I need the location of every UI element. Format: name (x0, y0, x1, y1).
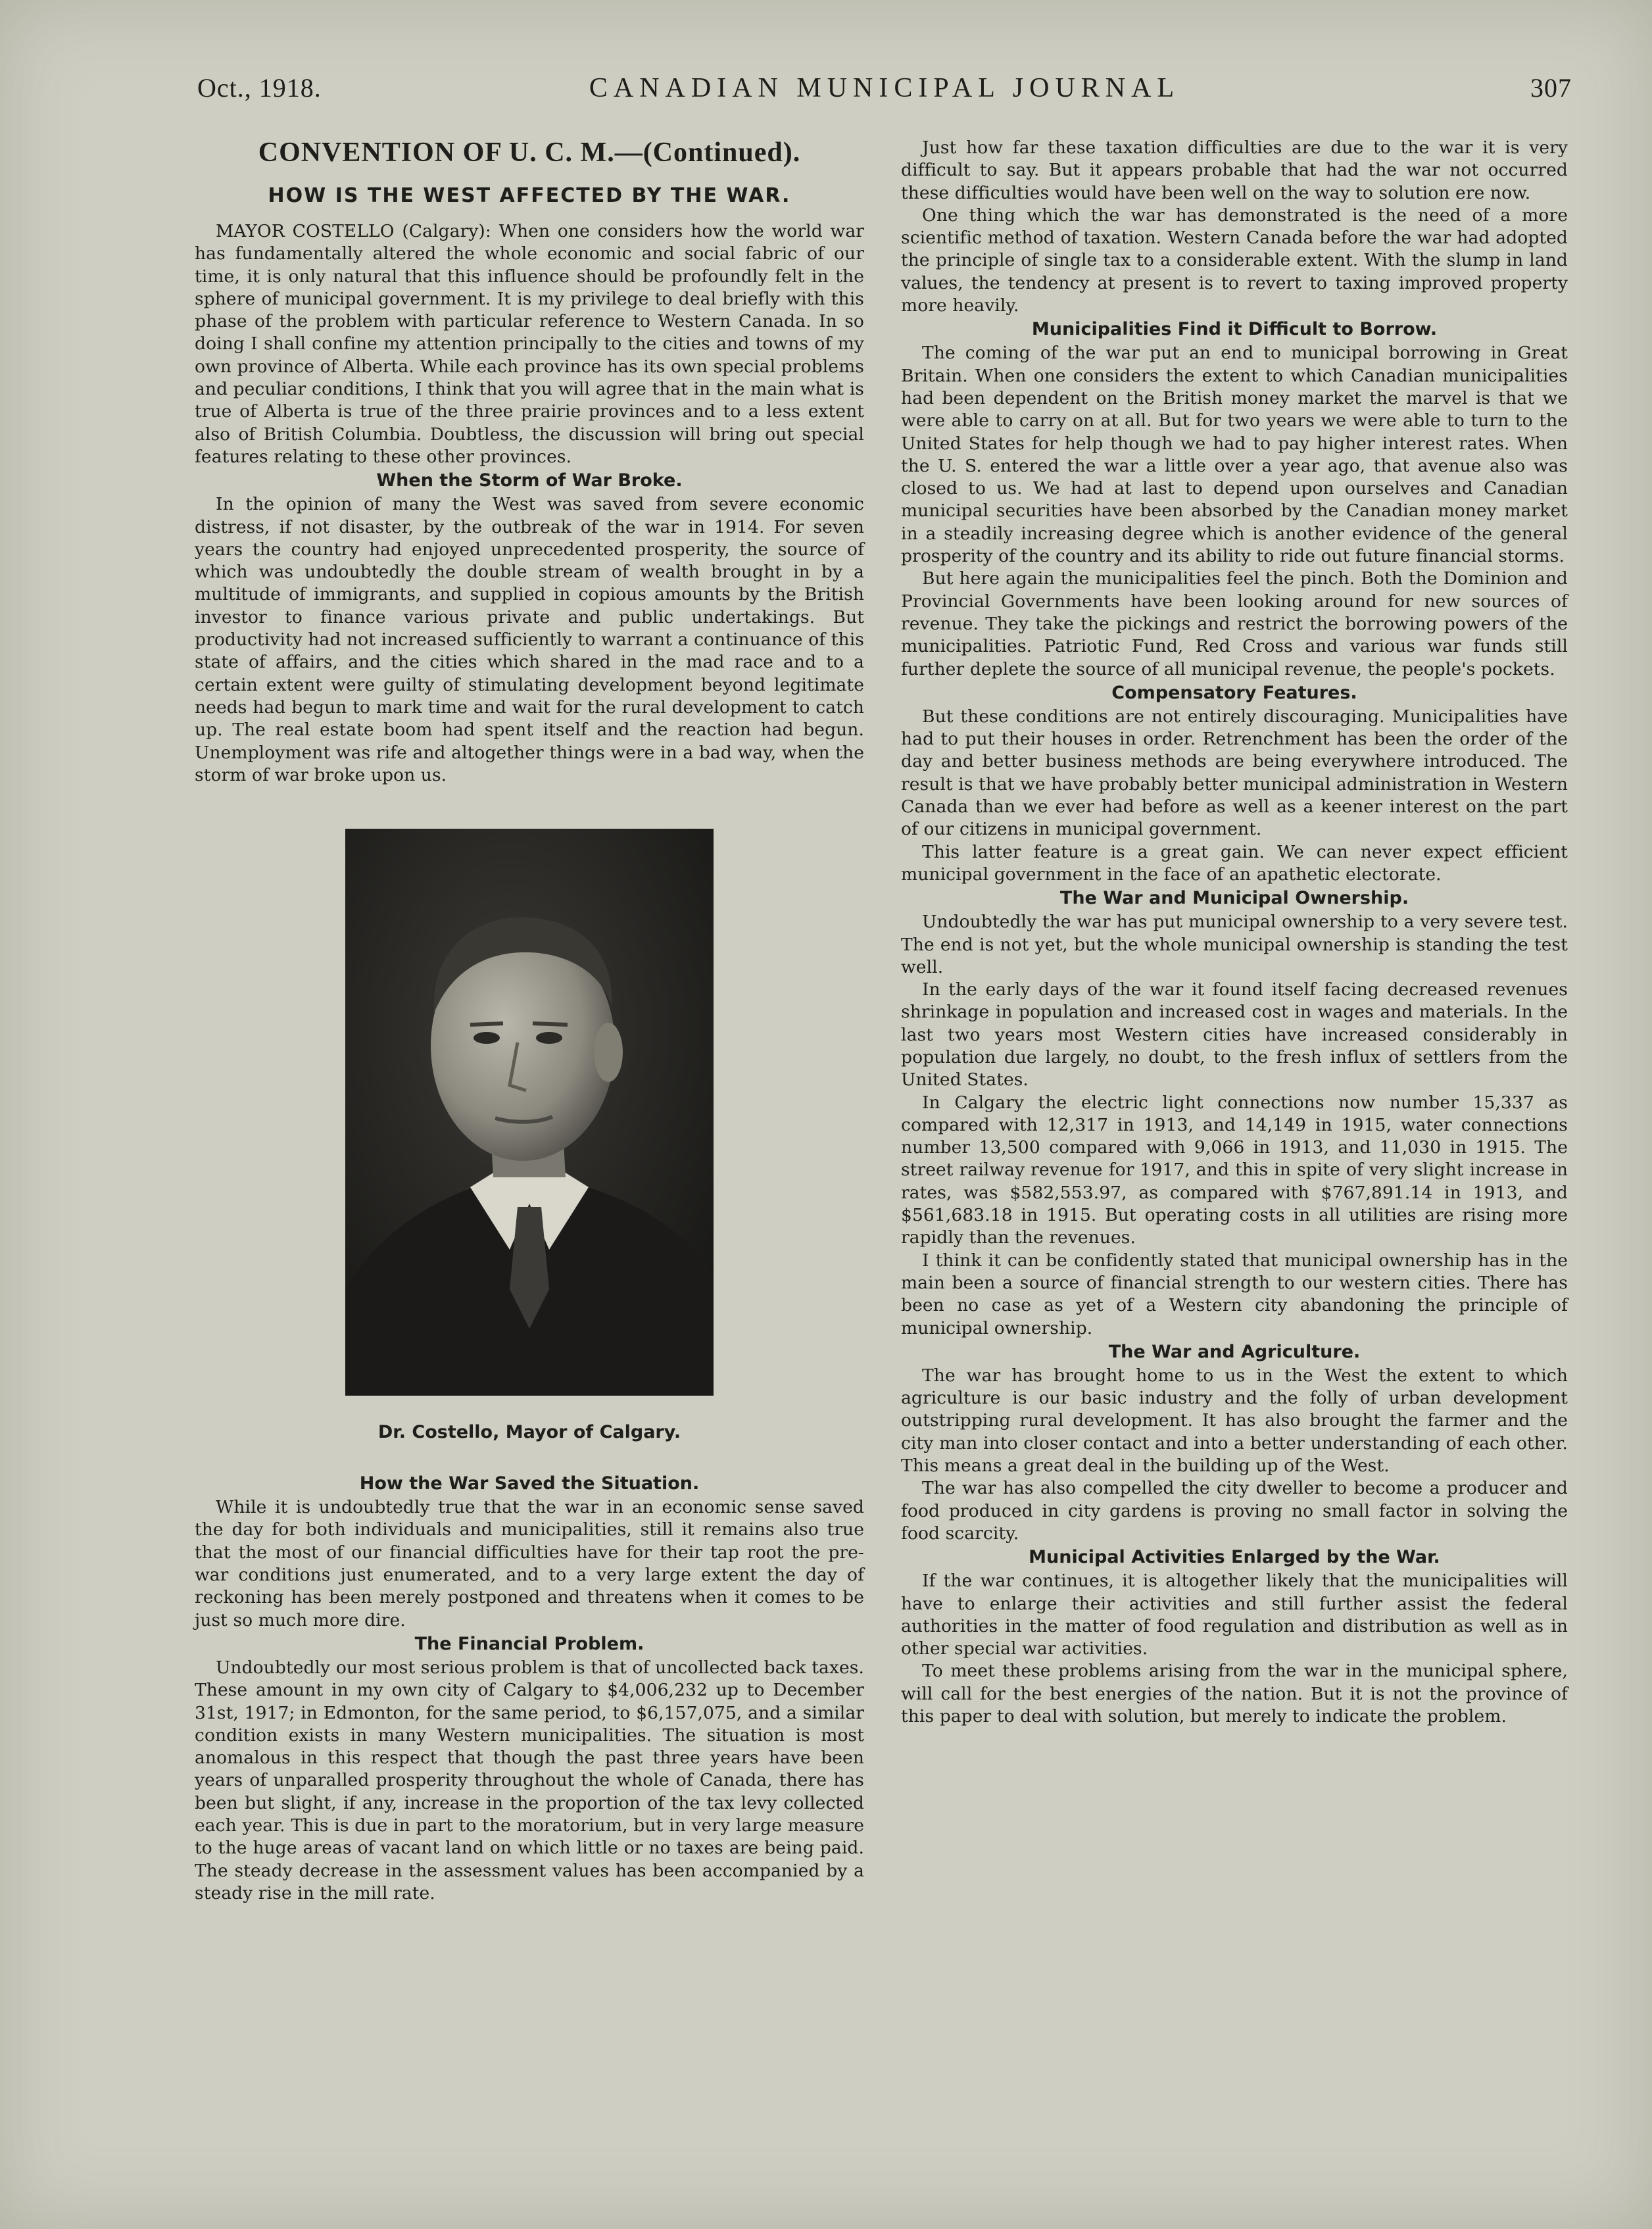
paragraph-enlarged-1: If the war continues, it is altogether likely that the municipalities will have to enlarge their activities and still further assist the federal authorities in the matter of food regulation and distribution as well as in other special war activities. (901, 1571, 1568, 1659)
paragraph-taxation-2: One thing which the war has demonstrated is the need of a more scientific method of taxation. Western Canada before the war had adopted the principle of single tax to a considerable extent. With the slump in land values, the tendency at present is to revert to taxing improved property more heavily. (901, 205, 1568, 316)
paragraph-ownership-3: In Calgary the electric light connections now number 15,337 as compared with 12,317 in 1913, and 14,149 in 1915, water connections number 13,500 compared with 9,066 in 1913, and 11,030 in 1915. The street railway revenue for 1917, and this in spite of very slight increase in rates, was $582,553.97, as compared with $767,891.14 in 1913, and $561,683.18 in 1915. But operating costs in all utilities are rising more rapidly than the revenues. (901, 1092, 1568, 1248)
paragraph-compensatory-2: This latter feature is a great gain. We can never expect efficient municipal government in the face of an apathetic electorate. (901, 841, 1568, 885)
portrait-caption: Dr. Costello, Mayor of Calgary. (377, 1422, 681, 1443)
heading-compensatory-features: Compensatory Features. (1111, 682, 1357, 703)
portrait-photo (345, 829, 714, 1396)
right-column (901, 137, 1568, 1728)
paragraph-enlarged-2: To meet these problems arising from the war in the municipal sphere, will call for the best energies of the nation. But it is not the province of this paper to deal with solution, but merely to indicate the problem. (901, 1661, 1568, 1727)
portrait-image (345, 829, 714, 1396)
paragraph-ownership-1: Undoubtedly the war has put municipal ownership to a very severe test. The end is not yet, but the whole municipal ownership is standing the test well. (901, 912, 1568, 977)
paragraph-compensatory-1: But these conditions are not entirely discouraging. Municipalities have had to put their houses in order. Retrenchment has been the order of the day and better business methods are being everywhere introduced. The result is that we have probably better municipal administration in Western Canada than we ever had before as well as a keener interest on the part of our citizens in municipal government. (901, 706, 1568, 840)
article-subtitle: HOW IS THE WEST AFFECTED BY THE WAR. (268, 184, 791, 207)
article-title: CONVENTION OF U. C. M.—(Continued). (258, 137, 801, 168)
heading-war-and-agriculture: The War and Agriculture. (1108, 1341, 1361, 1362)
heading-storm-of-war: When the Storm of War Broke. (376, 470, 683, 491)
paragraph-saved: While it is undoubtedly true that the war in an economic sense saved the day for both individuals and municipalities, still it remains also true that the most of our financial difficulties have for their tap root the pre-war conditions just enumerated, and to a very large extent the day of reckoning has been merely postponed and threatens when it comes to be just so much more dire. (195, 1497, 864, 1630)
paragraph-intro: MAYOR COSTELLO (Calgary): When one considers how the world war has fundamentally altered the whole economic and social fabric of our time, it is only natural that this influence should be profoundly felt in the sphere of municipal government. It is my privilege to deal briefly with this phase of the problem with particular reference to Western Canada. In so doing I shall confine my attention principally to the cities and towns of my own province of Alberta. While each province has its own special problems and peculiar conditions, I think that you will agree that in the main what is true of Alberta is true of the three prairie provinces and to a less extent also of British Columbia. Doubtless, the discussion will bring out special features relating to these other provinces. (195, 221, 864, 467)
heading-war-saved-situation: How the War Saved the Situation. (359, 1473, 700, 1494)
heading-municipal-ownership: The War and Municipal Ownership. (1059, 888, 1409, 909)
heading-difficult-to-borrow: Municipalities Find it Difficult to Borrow. (1031, 319, 1438, 340)
paragraph-ownership-4: I think it can be confidently stated that municipal ownership has in the main been a source of financial strength to our western cities. There has been no case as yet of a Western city abandoning the principle of municipal ownership. (901, 1250, 1568, 1338)
paragraph-borrow-2: But here again the municipalities feel the pinch. Both the Dominion and Provincial Governments have been looking around for new sources of revenue. They take the pickings and restrict the borrowing powers of the municipalities. Patriotic Fund, Red Cross and various war funds still further deplete the source of all municipal revenue, the people's pockets. (901, 568, 1568, 679)
heading-financial-problem: The Financial Problem. (414, 1633, 644, 1654)
paragraph-agriculture-1: The war has brought home to us in the West the extent to which agriculture is our basic industry and the folly of urban development outstripping rural development. It has also brought the farmer and the city man into closer contact and into a better understanding of each other. This means a great deal in the building up of the West. (901, 1365, 1568, 1477)
heading-activities-enlarged: Municipal Activities Enlarged by the War. (1029, 1547, 1440, 1568)
journal-title: CANADIAN MUNICIPAL JOURNAL (589, 73, 1180, 103)
paragraph-taxation-1: Just how far these taxation difficulties are due to the war it is very difficult to say. But it appears probable that had the war not occurred these difficulties would have been well on the way to solution ere now. (901, 137, 1568, 203)
paragraph-agriculture-2: The war has also compelled the city dweller to become a producer and food produced in city gardens is proving no small factor in solving the food scarcity. (901, 1478, 1568, 1544)
issue-date: Oct., 1918. (197, 73, 322, 103)
running-head (197, 72, 1572, 112)
page-number: 307 (1530, 73, 1572, 103)
paragraph-financial: Undoubtedly our most serious problem is that of uncollected back taxes. These amount in my own city of Calgary to $4,006,232 up to December 31st, 1917; in Edmonton, for the same period, to $6,157,075, and a similar condition exists in many Western municipalities. The situation is most anomalous in this respect that though the past three years have been years of unparalled prosperity throughout the whole of Canada, there has been but slight, if any, increase in the proportion of the tax levy collected each year. This is due in part to the moratorium, but in very large measure to the huge areas of vacant land on which little or no taxes are being paid. The steady decrease in the assessment values has been accompanied by a steady rise in the mill rate. (195, 1657, 864, 1903)
left-column (195, 137, 864, 1905)
paragraph-storm: In the opinion of many the West was saved from severe economic distress, if not disaster, by the outbreak of the war in 1914. For seven years the country had enjoyed unprecedented prosperity, the source of which was undoubtedly the double stream of wealth brought in by a multitude of immigrants, and supplied in copious amounts by the British investor to finance various private and public undertakings. But productivity had not increased sufficiently to warrant a continuance of this state of affairs, and the cities which shared in the mad race and to a certain extent were guilty of stimulating development beyond legitimate needs had begun to mark time and wait for the rural development to catch up. The real estate boom had spent itself and the reaction had begun. Unemployment was rife and altogether things were in a bad way, when the storm of war broke upon us. (195, 494, 864, 785)
paragraph-borrow-1: The coming of the war put an end to municipal borrowing in Great Britain. When one considers the extent to which Canadian municipalities had been dependent on the British money market the marvel is that we were able to carry on at all. But for two years we were able to turn to the United States for help though we had to pay higher interest rates. When the U. S. entered the war a little over a year ago, that avenue also was closed to us. We had at last to depend upon ourselves and Canadian municipal securities have been absorbed by the Canadian money market in a steadily increasing degree which is another evidence of the general prosperity of the country and its ability to ride out future financial storms. (901, 343, 1568, 567)
paragraph-ownership-2: In the early days of the war it found itself facing decreased revenues shrinkage in population and increased cost in wages and materials. In the last two years most Western cities have increased considerably in population due largely, no doubt, to the fresh influx of settlers from the United States. (901, 979, 1568, 1090)
portrait-figure (345, 829, 714, 1442)
